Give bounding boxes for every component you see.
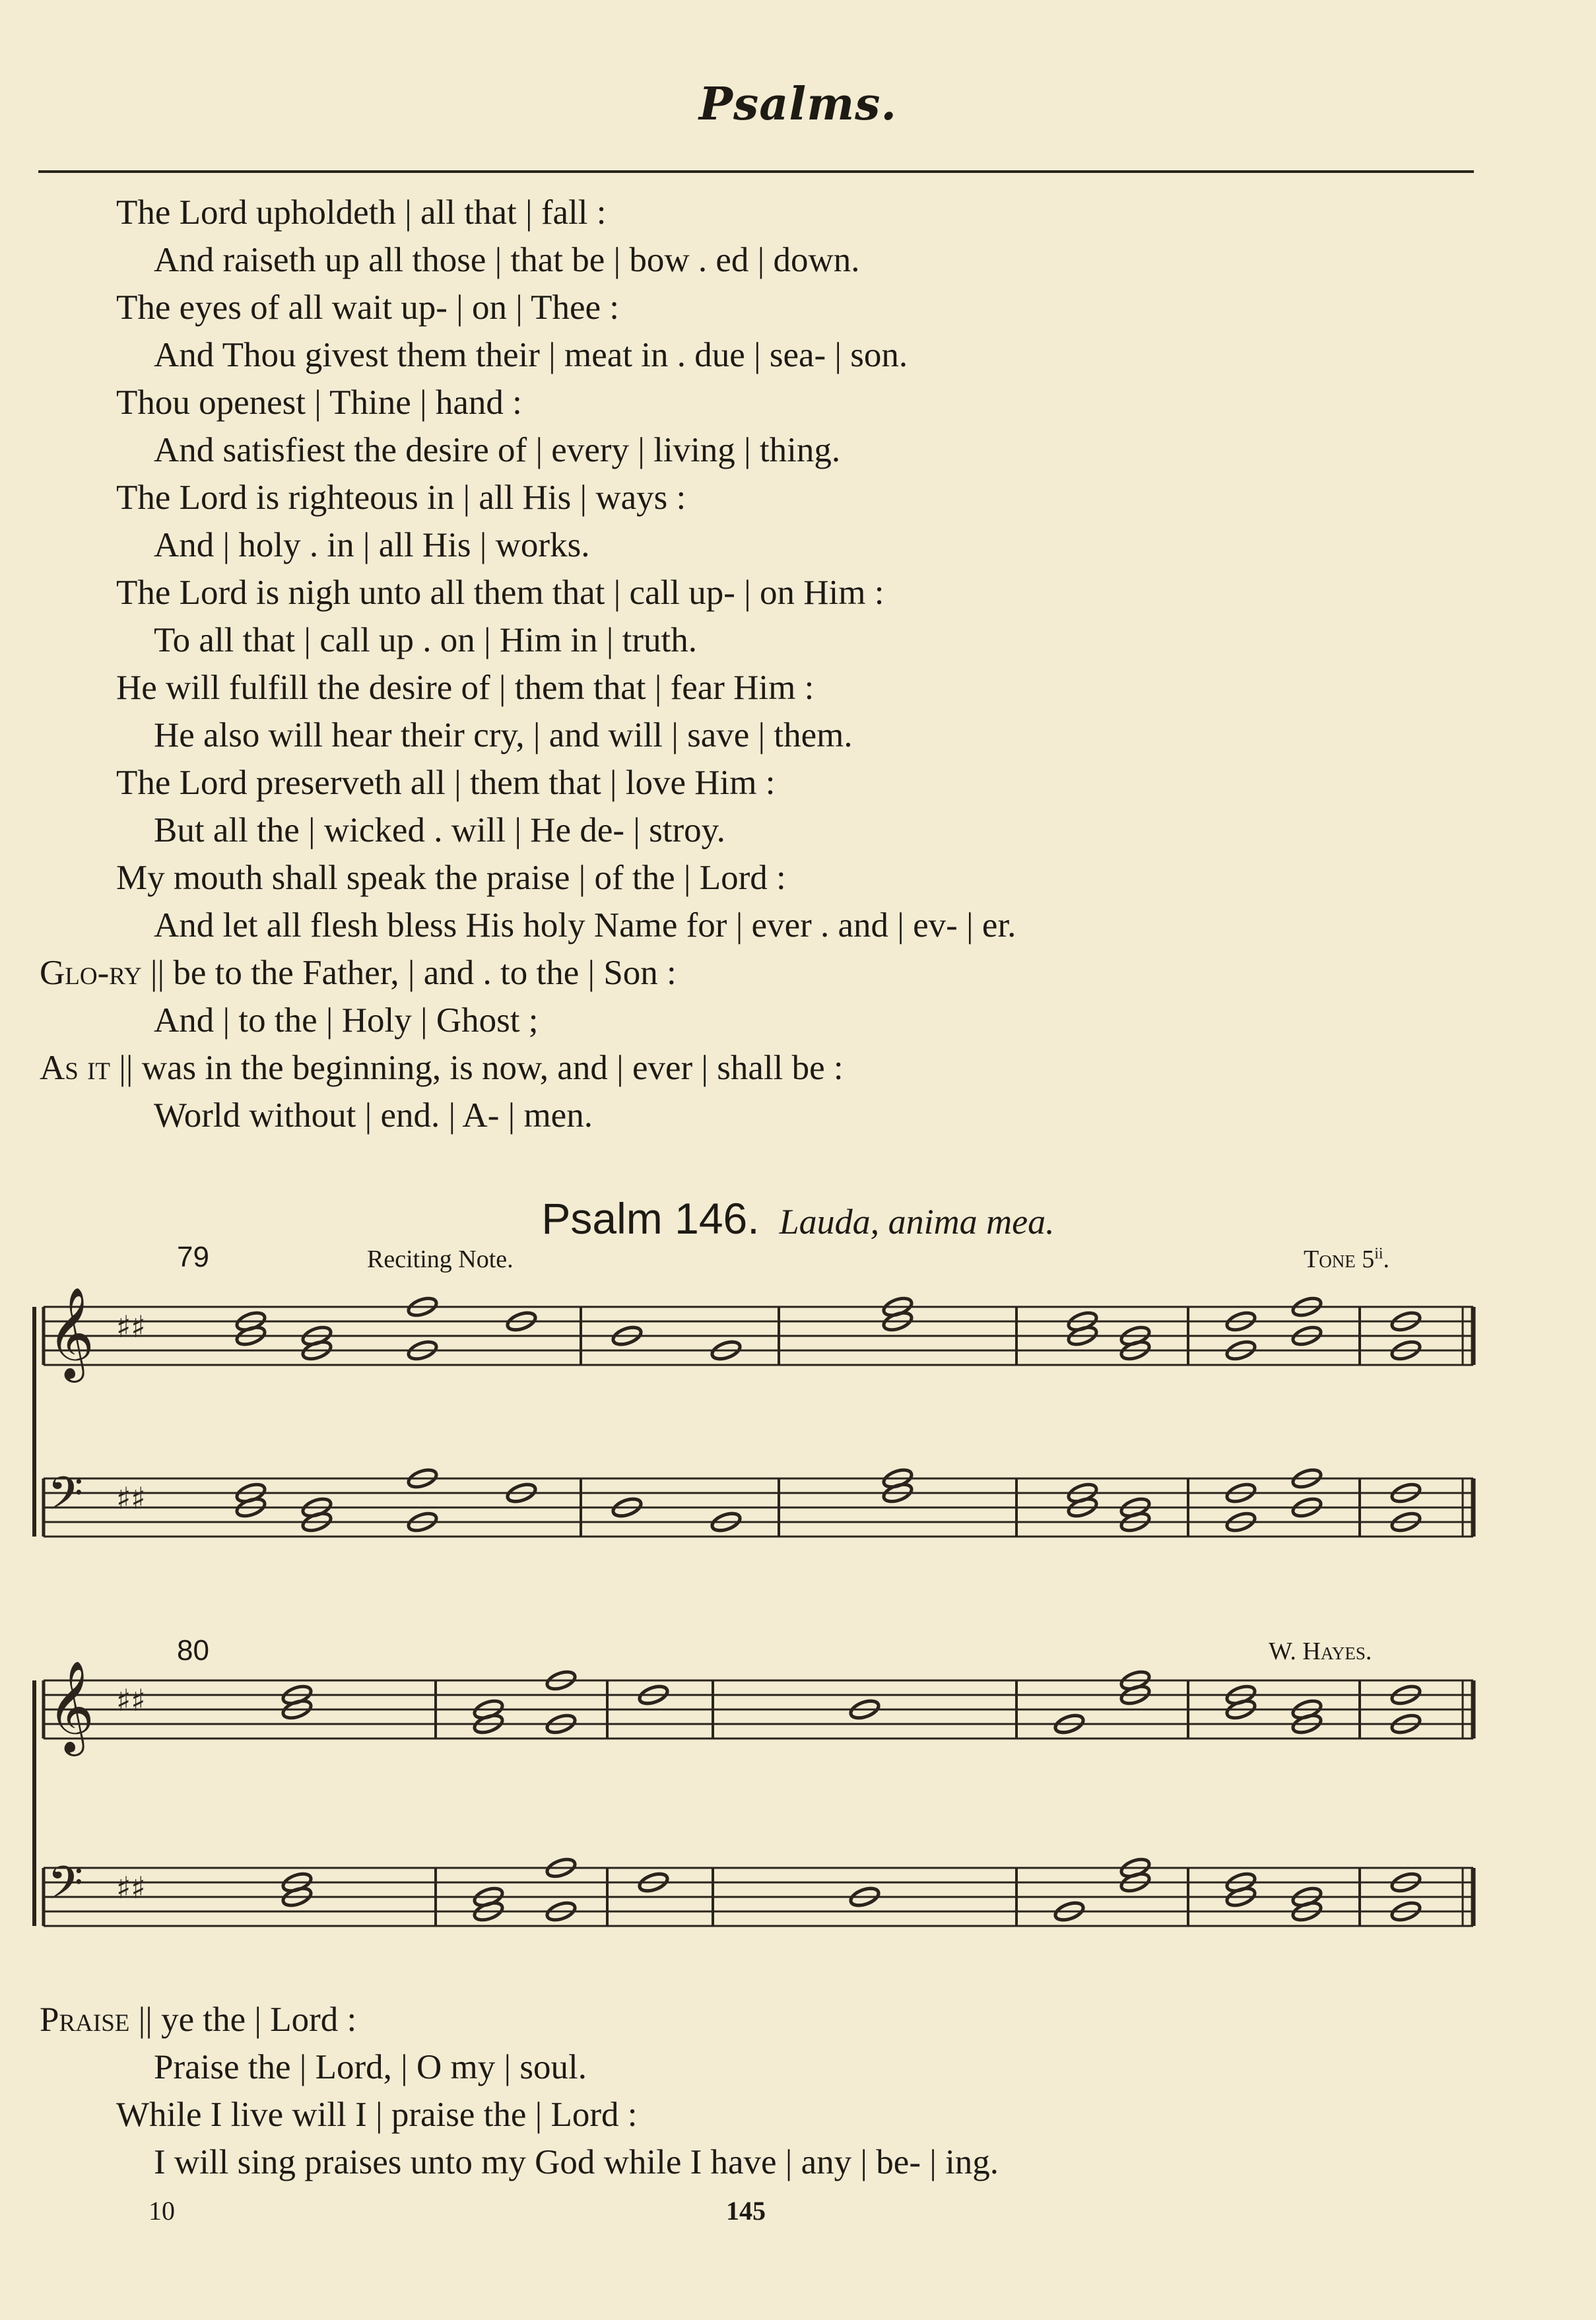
verse-line: To all that | call up . on | Him in | truth.	[154, 621, 698, 659]
signature-mark: 10	[149, 2196, 175, 2226]
psalm-verse-line: While I live will I | praise the | Lord :	[116, 2096, 638, 2134]
tone-period: .	[1383, 1245, 1390, 1273]
psalm-verse-text: || ye the | Lord :	[129, 2001, 357, 2039]
psalm-number: Psalm 146.	[541, 1194, 760, 1243]
psalm-verse-line	[40, 2003, 356, 2038]
svg-text:♯♯: ♯♯	[116, 1682, 146, 1718]
verse-line: And satisfiest the desire of | every | living | thing.	[154, 431, 841, 469]
verse-line: The Lord preserveth all | them that | love Him :	[116, 764, 776, 802]
psalm-verse-line: Praise the | Lord, | O my | soul.	[154, 2048, 587, 2086]
svg-text:♯♯: ♯♯	[116, 1870, 146, 1906]
doxology-line: And | to the | Holy | Ghost ;	[154, 1001, 539, 1040]
composer-label: W. Hayes.	[1269, 1638, 1372, 1665]
verse-line: And raiseth up all those | that be | bow . ed | down.	[154, 241, 860, 279]
verse-line: The Lord is nigh unto all them that | call up- | on Him :	[116, 574, 884, 612]
svg-text:𝄞: 𝄞	[48, 1287, 94, 1379]
verse-line: And let all flesh bless His holy Name for | ever . and | ev- | er.	[154, 906, 1016, 945]
verse-line: My mouth shall speak the praise | of the | Lord :	[116, 859, 786, 897]
verse-line: He will fulfill the desire of | them that | fear Him :	[116, 669, 815, 707]
doxology-lead: As it	[40, 1049, 111, 1087]
svg-text:𝄞: 𝄞	[48, 1661, 94, 1752]
verse-line: And Thou givest them their | meat in . due | sea- | son.	[154, 336, 908, 374]
doxology-text: || was in the beginning, is now, and | ever | shall be :	[110, 1049, 844, 1087]
verse-line: The Lord is righteous in | all His | ways :	[116, 479, 686, 517]
svg-text:♯♯: ♯♯	[116, 1480, 146, 1516]
doxology-text: || be to the Father, | and . to the | Son :	[141, 954, 677, 992]
chant-number: 79	[177, 1241, 209, 1273]
verse-line: The Lord upholdeth | all that | fall :	[116, 193, 607, 232]
tone-text: Tone 5	[1304, 1245, 1375, 1273]
page-title: Psalms.	[698, 78, 898, 131]
verse-line: He also will hear their cry, | and will | save | them.	[154, 716, 853, 754]
psalm-latin-title: Lauda, anima mea.	[779, 1202, 1055, 1242]
page-number: 145	[726, 2196, 766, 2226]
verse-line: Thou openest | Thine | hand :	[116, 383, 522, 422]
reciting-note-label: Reciting Note.	[367, 1245, 514, 1273]
svg-text:𝄢: 𝄢	[48, 1856, 84, 1921]
svg-text:♯♯: ♯♯	[116, 1309, 146, 1344]
chant-number: 80	[177, 1634, 209, 1667]
tone-superscript: ii	[1374, 1245, 1383, 1263]
psalm-verse-line: I will sing praises unto my God while I have | any | be- | ing.	[154, 2143, 999, 2181]
verse-line: But all the | wicked . will | He de- | stroy.	[154, 811, 725, 849]
doxology-lead: Glo-ry	[40, 954, 142, 992]
psalm-verse-lead: Praise	[40, 2001, 130, 2039]
verse-line: And | holy . in | all His | works.	[154, 526, 590, 564]
svg-text:𝄢: 𝄢	[48, 1467, 84, 1531]
verse-line: The eyes of all wait up- | on | Thee :	[116, 288, 620, 327]
doxology-line: World without | end. | A- | men.	[154, 1096, 593, 1135]
